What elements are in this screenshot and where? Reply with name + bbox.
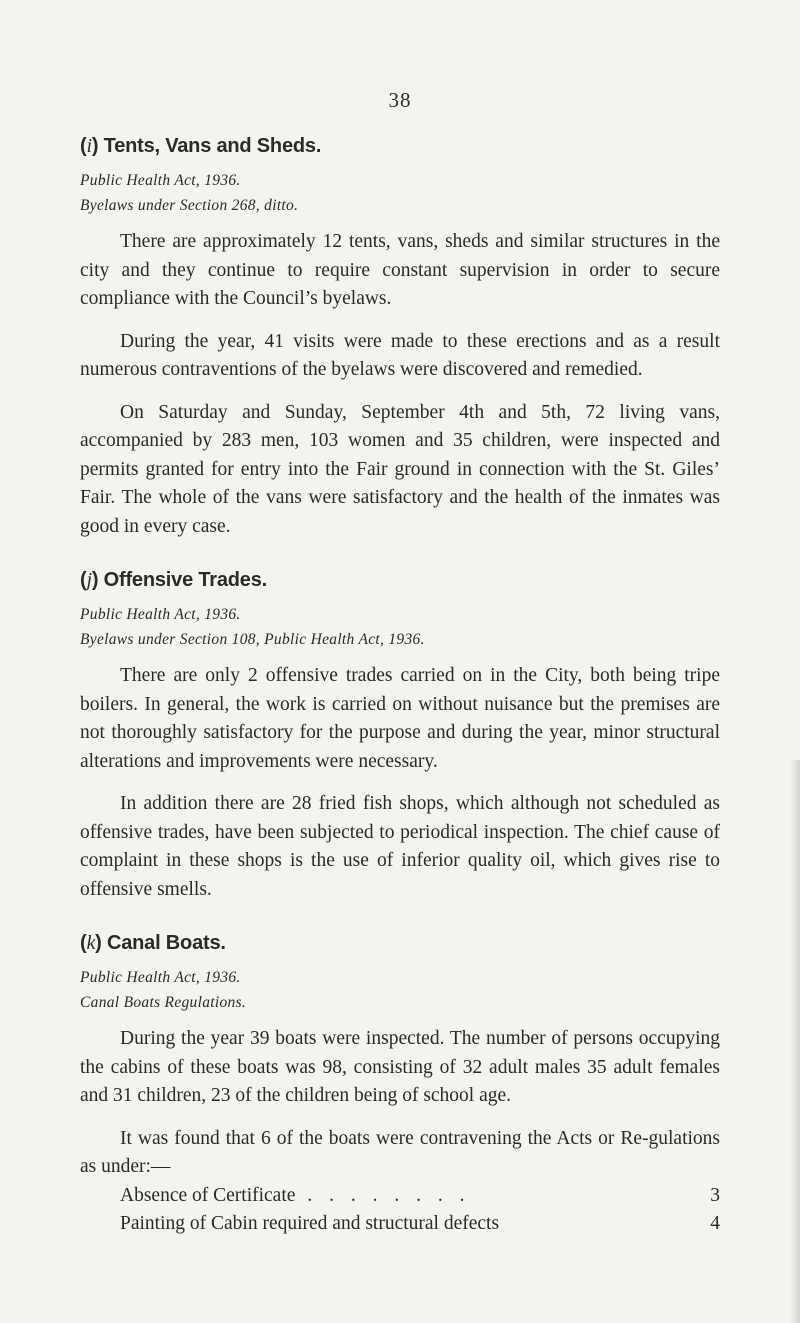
paragraph: There are approximately 12 tents, vans, sheds and similar structures in the city and they continue to require constant supervision in order to secure compliance with the Council’s byelaws. xyxy=(80,231,720,309)
contravention-count: 4 xyxy=(710,1213,720,1234)
page-edge-shadow xyxy=(790,760,800,1323)
act-reference: Public Health Act, 1936. xyxy=(80,969,241,986)
act-reference: Canal Boats Regulations. xyxy=(80,994,247,1011)
section-heading: (i) Tents, Vans and Sheds. xyxy=(80,135,322,157)
section-title: Canal Boats. xyxy=(106,932,226,954)
act-reference: Byelaws under Section 268, ditto. xyxy=(80,197,299,214)
paragraph: In addition there are 28 fried fish shops, which although not scheduled as offensive trades, have been subjected to periodical inspection. The chief cause of complaint in these shops is the use of inferior quality oil, which gives rise to offensive smells. xyxy=(80,793,720,900)
section-canal-boats xyxy=(80,932,720,1239)
contravention-row xyxy=(120,1182,720,1211)
section-title: Tents, Vans and Sheds. xyxy=(103,135,322,157)
section-letter: k xyxy=(86,932,96,954)
section-heading: (k) Canal Boats. xyxy=(80,932,226,954)
contravention-label: Absence of Certificate xyxy=(120,1184,296,1206)
contravention-count: 3 xyxy=(710,1184,720,1206)
paragraph: It was found that 6 of the boats were contravening the Acts or Re-gulations as under:— xyxy=(80,1127,720,1177)
section-title: Offensive Trades. xyxy=(103,569,267,591)
paragraph: There are only 2 offensive trades carried on in the City, both being tripe boilers. In general, the work is carried on without nuisance but the premises are not thoroughly satisfactory for the purpose and during the year, minor structural alterations and improvements were necessary. xyxy=(80,665,720,772)
section-heading: (j) Offensive Trades. xyxy=(80,569,267,591)
section-offensive-trades xyxy=(80,569,720,904)
act-reference: Public Health Act, 1936. xyxy=(80,606,241,623)
page-number: 38 xyxy=(388,88,412,112)
paragraph: During the year, 41 visits were made to these erections and as a result numerous contraventions of the byelaws were discovered and remedied. xyxy=(80,330,720,380)
document-body xyxy=(80,135,720,1239)
section-letter: j xyxy=(86,569,92,591)
paragraph: During the year 39 boats were inspected. The number of persons occupying the cabins of these boats was 98, consisting of 32 adult males 35 adult females and 31 children, 23 of the children being of school age. xyxy=(80,1028,720,1106)
paragraph: On Saturday and Sunday, September 4th and 5th, 72 living vans, accompanied by 283 men, 103 women and 35 children, were inspected and permits granted for entry into the Fair ground in connection with the St. Giles’ Fair. The whole of the vans were satisfactory and the health of the inmates was good in every case. xyxy=(80,401,720,537)
contravention-row xyxy=(120,1210,720,1239)
contravention-label: Painting of Cabin required and structural defects xyxy=(120,1213,500,1234)
act-reference: Public Health Act, 1936. xyxy=(80,172,241,189)
act-reference: Byelaws under Section 108, Public Health Act, 1936. xyxy=(80,631,425,648)
section-letter: i xyxy=(86,135,92,157)
section-tents-vans-sheds xyxy=(80,135,720,541)
leader-dots: . . . . . . . . xyxy=(307,1184,471,1206)
